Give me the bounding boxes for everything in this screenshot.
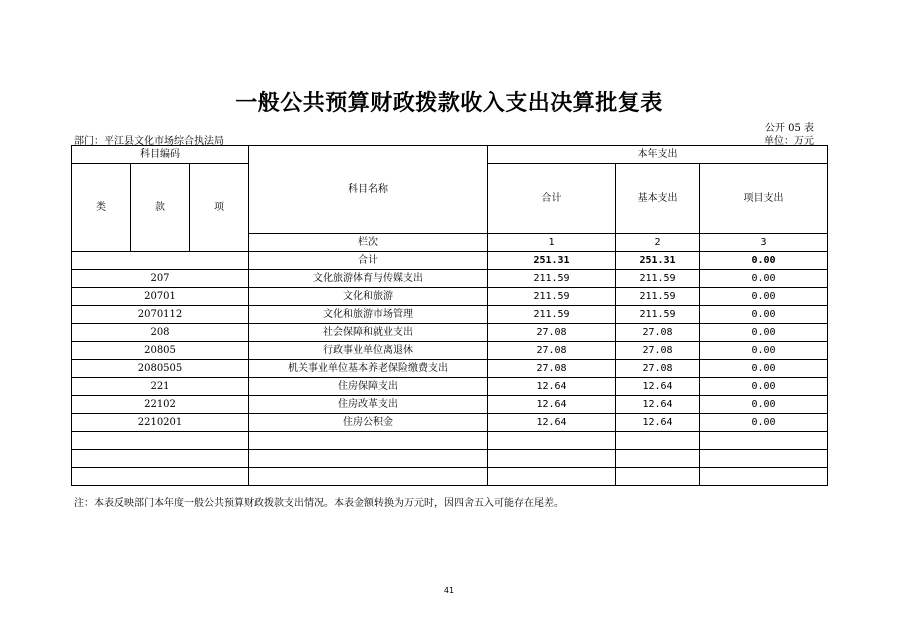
header-current-year-expense: 本年支出 bbox=[488, 146, 828, 164]
empty-row bbox=[72, 450, 828, 468]
row-total: 12.64 bbox=[488, 396, 616, 414]
header-total: 合计 bbox=[488, 164, 616, 234]
header-subject-code: 科目编码 bbox=[72, 146, 249, 164]
row-basic: 211.59 bbox=[616, 270, 700, 288]
row-project: 0.00 bbox=[700, 270, 828, 288]
total-amount: 251.31 bbox=[488, 252, 616, 270]
form-code: 公开 05 表 bbox=[764, 123, 814, 134]
empty-row bbox=[72, 432, 828, 450]
table-row bbox=[72, 306, 828, 324]
table-row bbox=[72, 414, 828, 432]
page-title: 一般公共预算财政拨款收入支出决算批复表 bbox=[235, 91, 663, 116]
header-kuan: 款 bbox=[131, 164, 190, 252]
row-basic: 27.08 bbox=[616, 324, 700, 342]
row-name: 住房改革支出 bbox=[249, 396, 488, 414]
row-code: 208 bbox=[72, 324, 249, 342]
row-total: 12.64 bbox=[488, 378, 616, 396]
empty-row bbox=[72, 468, 828, 486]
row-name: 行政事业单位离退休 bbox=[249, 342, 488, 360]
table-row bbox=[72, 396, 828, 414]
footnote: 注：本表反映部门本年度一般公共预算财政拨款支出情况。本表金额转换为万元时，因四舍五入可能存在尾差。 bbox=[74, 498, 564, 509]
row-project: 0.00 bbox=[700, 414, 828, 432]
row-name: 住房保障支出 bbox=[249, 378, 488, 396]
row-code: 2210201 bbox=[72, 414, 249, 432]
department-label: 部门：平江县文化市场综合执法局 bbox=[74, 136, 224, 147]
total-row bbox=[72, 252, 828, 270]
row-code: 20805 bbox=[72, 342, 249, 360]
table-row bbox=[72, 324, 828, 342]
column-no-1: 1 bbox=[488, 234, 616, 252]
table-row bbox=[72, 270, 828, 288]
row-project: 0.00 bbox=[700, 324, 828, 342]
header-xiang: 项 bbox=[190, 164, 249, 252]
row-basic: 12.64 bbox=[616, 414, 700, 432]
row-basic: 211.59 bbox=[616, 288, 700, 306]
table-row bbox=[72, 342, 828, 360]
row-total: 27.08 bbox=[488, 342, 616, 360]
header-lei: 类 bbox=[72, 164, 131, 252]
row-total: 211.59 bbox=[488, 270, 616, 288]
row-total: 211.59 bbox=[488, 306, 616, 324]
header-column-no: 栏次 bbox=[249, 234, 488, 252]
unit-label: 单位：万元 bbox=[764, 136, 814, 147]
row-project: 0.00 bbox=[700, 306, 828, 324]
row-basic: 12.64 bbox=[616, 378, 700, 396]
header-basic-expense: 基本支出 bbox=[616, 164, 700, 234]
row-project: 0.00 bbox=[700, 378, 828, 396]
row-project: 0.00 bbox=[700, 342, 828, 360]
row-name: 机关事业单位基本养老保险缴费支出 bbox=[249, 360, 488, 378]
row-project: 0.00 bbox=[700, 360, 828, 378]
header-row-top bbox=[72, 146, 828, 164]
header-project-expense: 项目支出 bbox=[700, 164, 828, 234]
row-total: 27.08 bbox=[488, 324, 616, 342]
header-subject-name: 科目名称 bbox=[249, 146, 488, 234]
budget-table bbox=[71, 145, 828, 486]
total-project: 0.00 bbox=[700, 252, 828, 270]
row-name: 住房公积金 bbox=[249, 414, 488, 432]
column-no-2: 2 bbox=[616, 234, 700, 252]
table-row bbox=[72, 378, 828, 396]
row-code: 20701 bbox=[72, 288, 249, 306]
row-name: 文化旅游体育与传媒支出 bbox=[249, 270, 488, 288]
row-code: 221 bbox=[72, 378, 249, 396]
row-basic: 12.64 bbox=[616, 396, 700, 414]
column-no-3: 3 bbox=[700, 234, 828, 252]
total-basic: 251.31 bbox=[616, 252, 700, 270]
row-total: 27.08 bbox=[488, 360, 616, 378]
row-basic: 27.08 bbox=[616, 342, 700, 360]
row-project: 0.00 bbox=[700, 288, 828, 306]
row-basic: 27.08 bbox=[616, 360, 700, 378]
row-name: 文化和旅游 bbox=[249, 288, 488, 306]
row-project: 0.00 bbox=[700, 396, 828, 414]
row-name: 文化和旅游市场管理 bbox=[249, 306, 488, 324]
row-code: 2070112 bbox=[72, 306, 249, 324]
table-row bbox=[72, 288, 828, 306]
table-row bbox=[72, 360, 828, 378]
row-name: 社会保障和就业支出 bbox=[249, 324, 488, 342]
page-number: 41 bbox=[443, 586, 455, 595]
row-code: 22102 bbox=[72, 396, 249, 414]
row-code: 2080505 bbox=[72, 360, 249, 378]
row-basic: 211.59 bbox=[616, 306, 700, 324]
row-code: 207 bbox=[72, 270, 249, 288]
total-label: 合计 bbox=[249, 252, 488, 270]
row-total: 211.59 bbox=[488, 288, 616, 306]
row-total: 12.64 bbox=[488, 414, 616, 432]
